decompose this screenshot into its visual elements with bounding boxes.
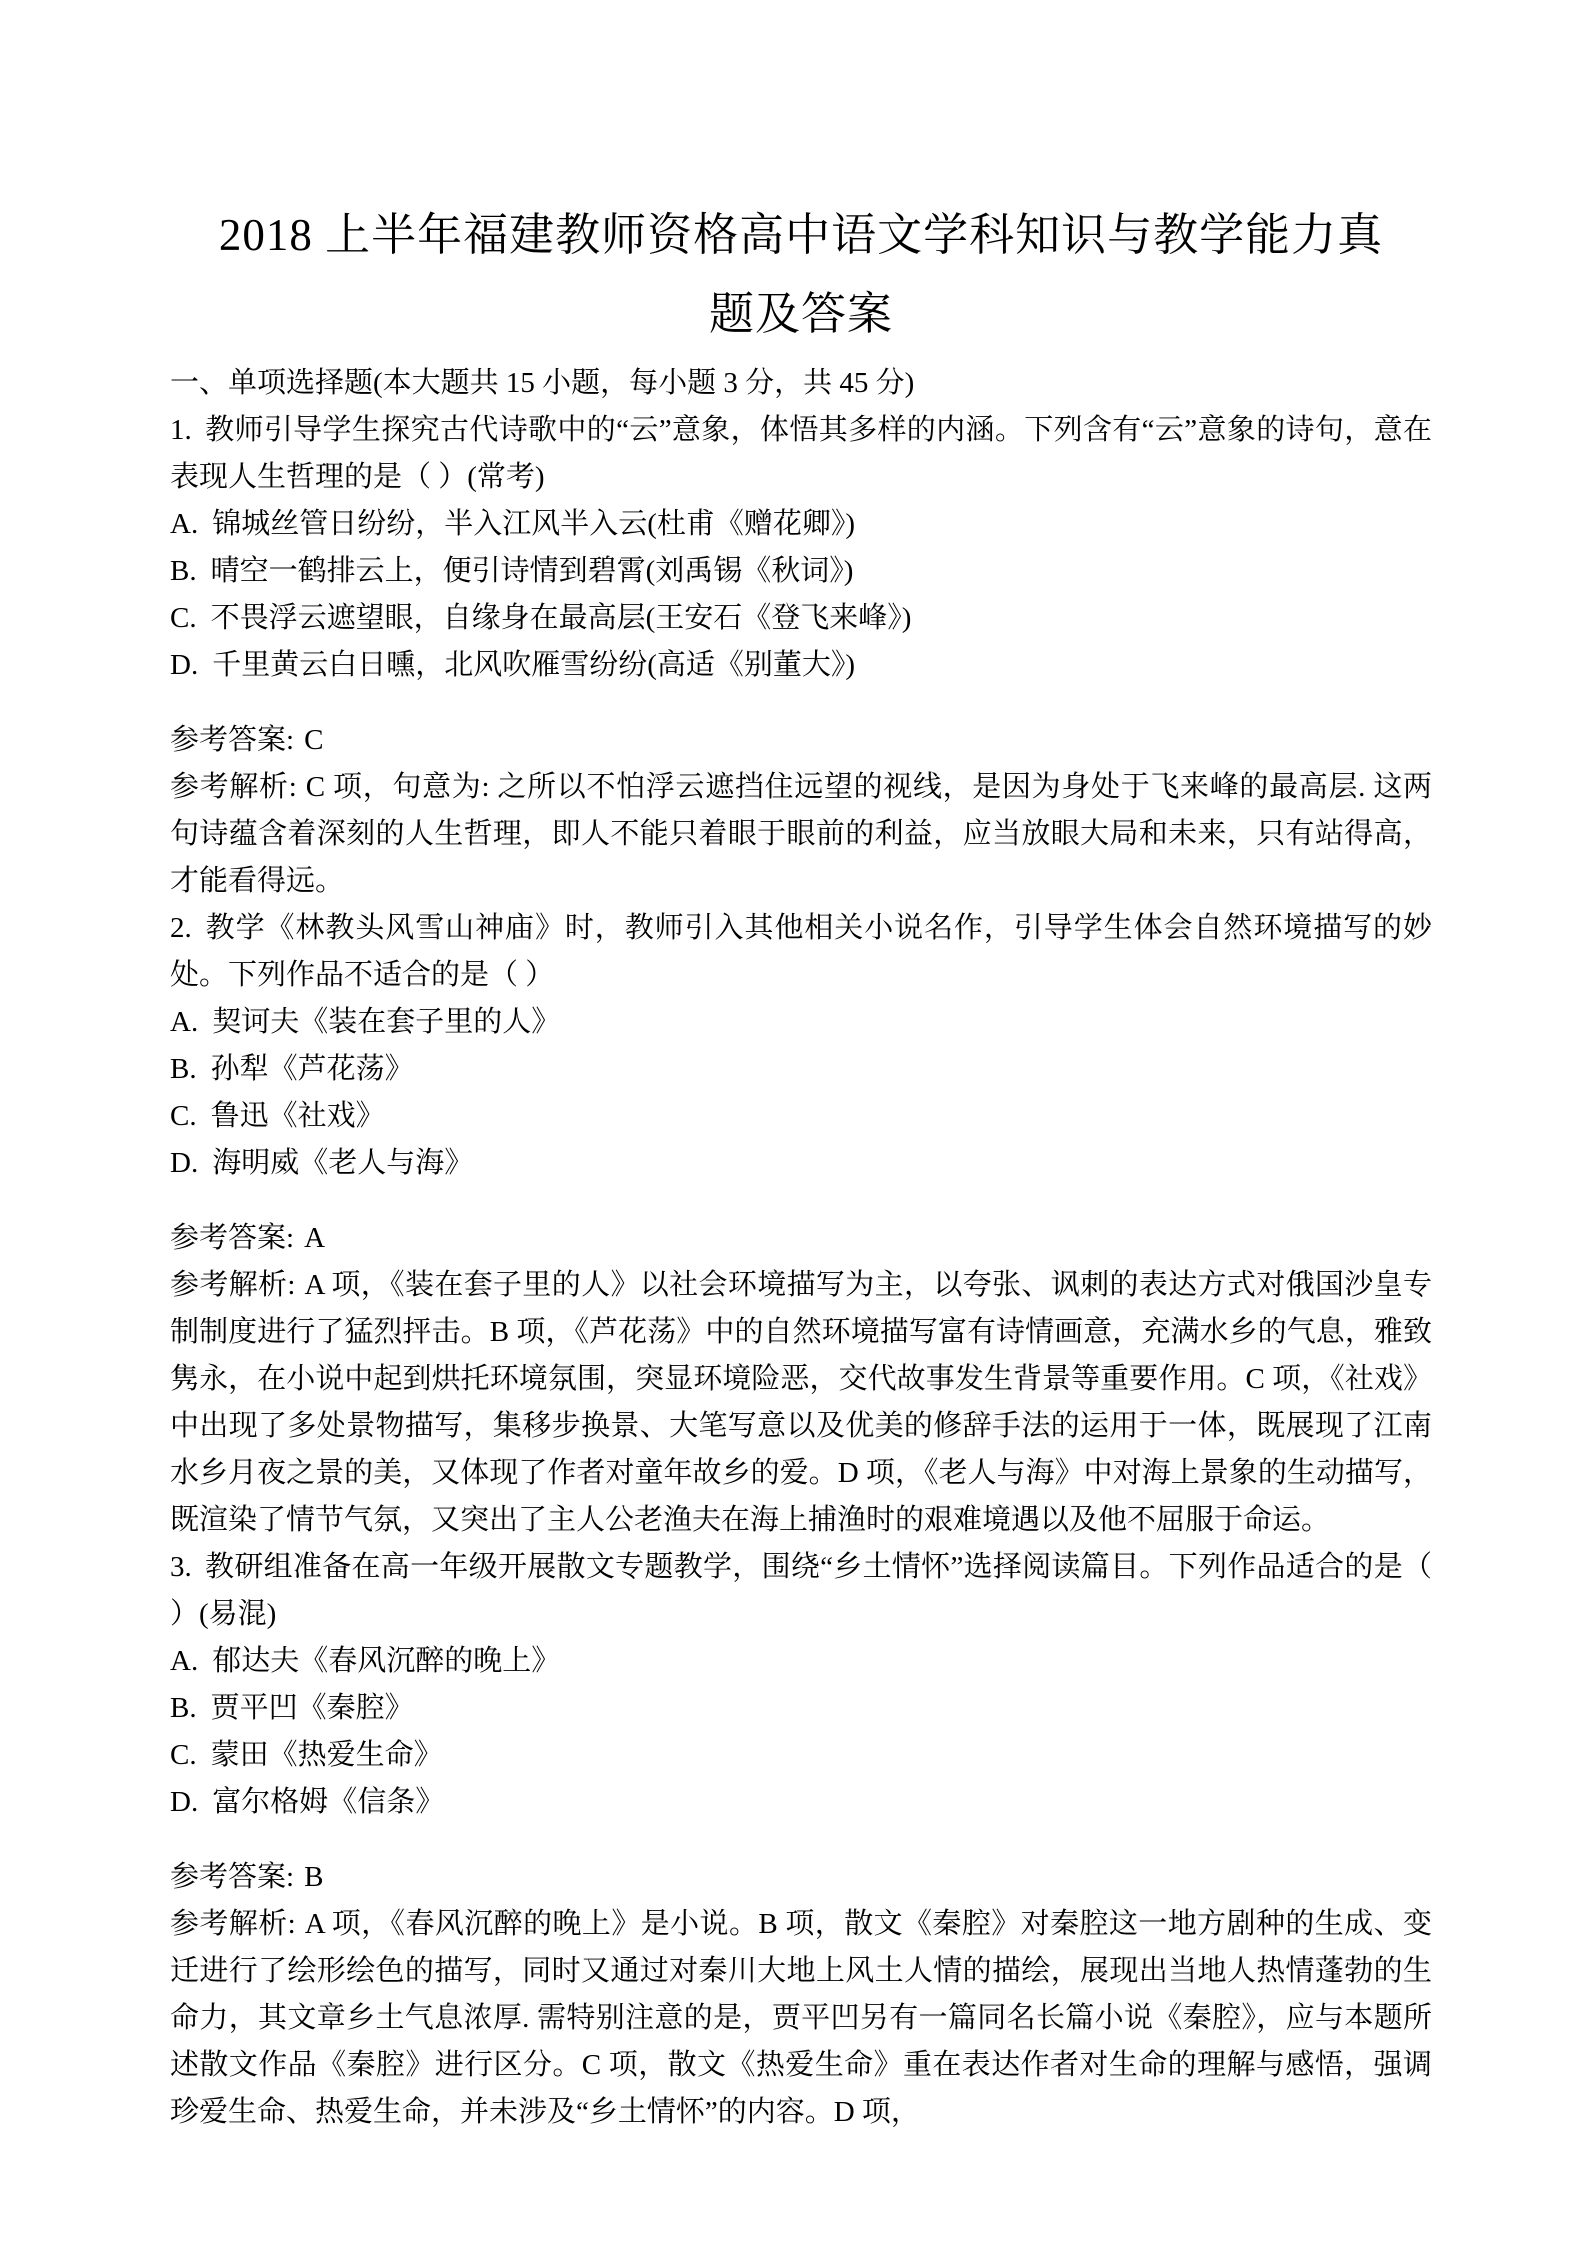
question-block-2 — [170, 905, 1432, 1544]
q2-answer-value: A — [304, 1222, 326, 1254]
q3-option-a — [170, 1638, 1432, 1685]
answer-label: 参考答案: — [170, 724, 295, 756]
option-letter: D. — [170, 649, 199, 681]
page-title — [170, 196, 1432, 354]
q1-answer-line — [170, 717, 1432, 764]
analysis-label: 参考解析: — [170, 771, 297, 803]
option-text: 蒙田《热爱生命》 — [210, 1739, 443, 1771]
q1-option-a — [170, 501, 1432, 548]
page-title-line1: 2018 上半年福建教师资格高中语文学科知识与教学能力真 — [218, 210, 1384, 260]
option-text: 锦城丝管日纷纷，半入江风半入云(杜甫《赠花卿》) — [212, 508, 856, 540]
q1-option-d — [170, 642, 1432, 689]
q2-stem-text: 教学《林教头风雪山神庙》时，教师引入其他相关小说名作，引导学生体会自然环境描写的妙处。下列作品不适合的是（ ） — [170, 912, 1432, 991]
q2-number: 2. — [170, 912, 192, 944]
q3-analysis-text: A 项，《春风沉醉的晚上》是小说。B 项，散文《秦腔》对秦腔这一地方剧种的生成、变迁进行了绘形绘色的描写，同时又通过对秦川大地上风土人情的描绘，展现出当地人热情蓬勃的生命力，其文章乡土气息浓厚. 需特别注意的是，贾平凹另有一篇同名长篇小说《秦腔》，应与本题所述散文作品《秦腔》进行区分。C 项，散文《热爱生命》重在表达作者对生命的理解与感悟，强调珍爱生命、热爱生命，并未涉及“乡土情怀”的内容。D 项， — [170, 1908, 1432, 2128]
q2-analysis — [170, 1262, 1432, 1544]
q2-option-d — [170, 1140, 1432, 1187]
q2-option-c — [170, 1093, 1432, 1140]
q1-analysis-text: C 项，句意为: 之所以不怕浮云遮挡住远望的视线，是因为身处于飞来峰的最高层. 这两句诗蕴含着深刻的人生哲理，即人不能只着眼于眼前的利益，应当放眼大局和未来，只有站得高，才能看得远。 — [170, 771, 1432, 897]
option-letter: A. — [170, 1006, 199, 1038]
option-text: 晴空一鹤排云上，便引诗情到碧霄(刘禹锡《秋词》) — [210, 555, 854, 587]
option-text: 贾平凹《秦腔》 — [210, 1692, 414, 1724]
option-letter: D. — [170, 1147, 199, 1179]
section-heading: 一、单项选择题(本大题共 15 小题，每小题 3 分，共 45 分) — [170, 367, 915, 399]
option-text: 千里黄云白日曛，北风吹雁雪纷纷(高适《别董大》) — [212, 649, 856, 681]
option-letter: B. — [170, 1692, 197, 1724]
option-text: 孙犁《芦花荡》 — [210, 1053, 414, 1085]
q3-answer-value: B — [304, 1861, 324, 1893]
q1-stem-text: 教师引导学生探究古代诗歌中的“云”意象，体悟其多样的内涵。下列含有“云”意象的诗句，意在表现人生哲理的是（ ）(常考) — [170, 414, 1432, 493]
option-letter: C. — [170, 1739, 197, 1771]
option-letter: C. — [170, 602, 197, 634]
option-letter: D. — [170, 1786, 199, 1818]
option-letter: B. — [170, 1053, 197, 1085]
question-block-1 — [170, 407, 1432, 905]
q1-option-c — [170, 595, 1432, 642]
q1-number: 1. — [170, 414, 192, 446]
option-letter: C. — [170, 1100, 197, 1132]
analysis-label: 参考解析: — [170, 1269, 296, 1301]
q3-option-c — [170, 1732, 1432, 1779]
answer-label: 参考答案: — [170, 1861, 295, 1893]
option-text: 契诃夫《装在套子里的人》 — [212, 1006, 561, 1038]
option-text: 郁达夫《春风沉醉的晚上》 — [212, 1645, 561, 1677]
question-block-3 — [170, 1544, 1432, 2136]
q1-option-b — [170, 548, 1432, 595]
option-letter: B. — [170, 555, 197, 587]
q3-analysis — [170, 1901, 1432, 2136]
q2-stem — [170, 905, 1432, 999]
q3-answer-line — [170, 1854, 1432, 1901]
q3-stem — [170, 1544, 1432, 1638]
q1-answer-value: C — [304, 724, 324, 756]
q2-analysis-text: A 项，《装在套子里的人》以社会环境描写为主，以夸张、讽刺的表达方式对俄国沙皇专制制度进行了猛烈抨击。B 项，《芦花荡》中的自然环境描写富有诗情画意，充满水乡的气息，雅致隽永，在小说中起到烘托环境氛围，突显环境险恶，交代故事发生背景等重要作用。C 项，《社戏》中出现了多处景物描写，集移步换景、大笔写意以及优美的修辞手法的运用于一体，既展现了江南水乡月夜之景的美，又体现了作者对童年故乡的爱。D 项，《老人与海》中对海上景象的生动描写，既渲染了情节气氛，又突出了主人公老渔夫在海上捕渔时的艰难境遇以及他不屈服于命运。 — [170, 1269, 1432, 1536]
option-text: 鲁迅《社戏》 — [210, 1100, 385, 1132]
q3-option-d — [170, 1779, 1432, 1826]
answer-label: 参考答案: — [170, 1222, 295, 1254]
q2-answer-line — [170, 1215, 1432, 1262]
q1-analysis — [170, 764, 1432, 905]
analysis-label: 参考解析: — [170, 1908, 296, 1940]
q3-option-b — [170, 1685, 1432, 1732]
option-text: 不畏浮云遮望眼，自缘身在最高层(王安石《登飞来峰》) — [210, 602, 912, 634]
page-title-line2: 题及答案 — [708, 289, 893, 339]
q3-number: 3. — [170, 1551, 192, 1583]
q1-stem — [170, 407, 1432, 501]
q2-option-a — [170, 999, 1432, 1046]
q3-stem-text: 教研组准备在高一年级开展散文专题教学，围绕“乡土情怀”选择阅读篇目。下列作品适合的是（ ）(易混) — [170, 1551, 1432, 1630]
option-text: 富尔格姆《信条》 — [212, 1786, 445, 1818]
q2-option-b — [170, 1046, 1432, 1093]
option-letter: A. — [170, 1645, 199, 1677]
option-letter: A. — [170, 508, 199, 540]
option-text: 海明威《老人与海》 — [212, 1147, 474, 1179]
